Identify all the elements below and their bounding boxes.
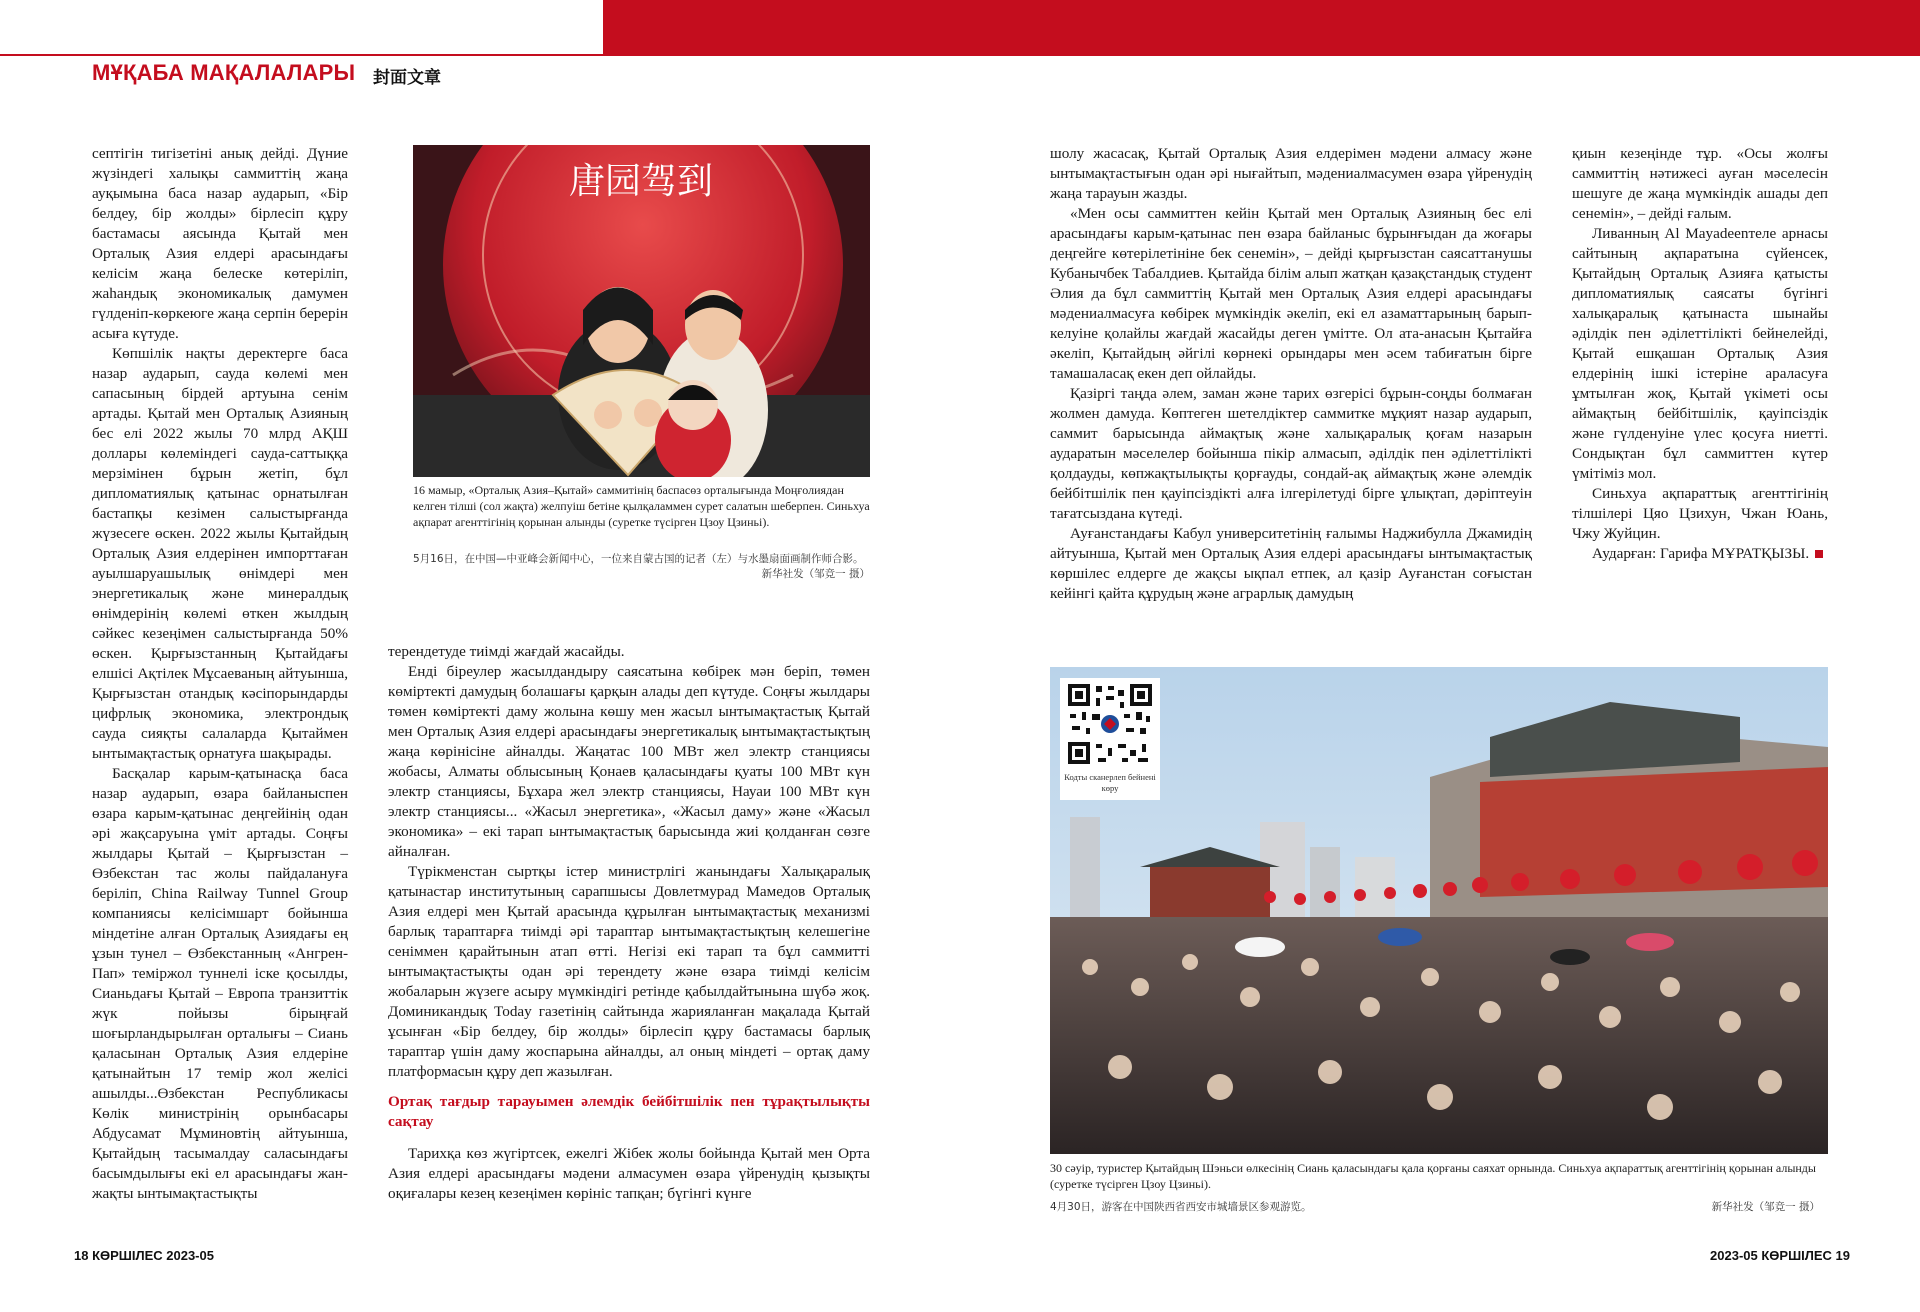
paragraph: Ауғанстандағы Кабул университетінің ғалымы Наджибулла Джамидің айтуынша, Қытай мен Орталық Азия елдері арасындағы ынтымақтастық көршілес елдерге де жақсы ықпал етпек, ал қазір Ауғанстан соғыстан кейінгі қайта құрудың және аграрлық дамудың: [1050, 525, 1532, 602]
paragraph: қиын кезеңінде тұр. «Осы жолғы саммиттің нәтижесі ауған мәселесін шешуге де жаңа мүмкіндік ашады деп сенемін», – дейді ғалым.: [1572, 145, 1828, 222]
qr-code[interactable]: [1060, 678, 1160, 800]
paragraph: септігін тигізетіні анық дейді. Дүние жүзіндегі халықы саммиттің жаңа ауқымына баса назар аударып, «Бір белдеу, бір жолды» бірлесіп құру бастамасы аясында Қытай мен Орталық Азия елдері арасындағы келісім жаңа белеске көтеріліп, жаһандық экономикалық дамумен гүлденіп-көркеюге жаңа серпін берерін асыға күтуде.: [92, 145, 348, 342]
photo-city-wall-art: [1050, 667, 1828, 1154]
section-title: МҰҚАБА МАҚАЛАЛАРЫ: [92, 60, 356, 85]
photo-city-wall: [1050, 667, 1828, 1154]
photo-sign-text: 唐园驾到: [568, 161, 714, 202]
photo-festival-fan: [413, 145, 870, 477]
column-4: [1572, 144, 1828, 584]
paragraph: Тарихқа көз жүгіртсек, ежелгі Жібек жолы бойында Қытай мен Орта Азия елдері арасындағы мәдени алмасумен өзара үйренудің қызықты оқиғалары кезең кезеңімен көрініс тапқан; бүгінгі күнге: [388, 1145, 870, 1202]
page-number-left: 18 КӨРШІЛЕС 2023-05: [74, 1248, 214, 1263]
end-mark: [1815, 550, 1823, 558]
photo-festival-fan-art: [413, 145, 870, 477]
photo1-caption-cn: 5月16日，在中国—中亚峰会新闻中心，一位来自蒙古国的记者（左）与水墨扇面画制作师合影。: [413, 553, 864, 565]
paragraph: Басқалар карым-қатынасқа баса назар аударып, өзара байланыспен өзара карым-қатынас деңгейінің одан әрі жақсаруына үміт артады. Соңғы жылдары Қытай – Қырғызстан – Өзбекстан тас жолы пайдалануға беріліп, China Railway Tunnel Group компаниясы келісімшарт бойынша міндетіне алған Орталық Азиядағы ең ұзын тунел – Өзбекстанның «Ангрен-Пап» теміржол туннелі іске қосылды, Сианьдағы Қытай – Европа транзиттік жүк пойызы бірыңғай шоғырландырылған орталығы – Сиань қаласынан Орталық Азия елдеріне қатынайтын 17 темір жол желісі ашылды...Өзбекстан Республикасы Көлік министрінің орынбасары Абдусамат Мұминовтің айтуынша, Қытайдың тасымалдау саласындағы басымдылығы екі ел арасындағы жан-жақты ынтымақтастықты: [92, 765, 348, 1202]
paragraph: терендетуде тиімді жағдай жасайды.: [388, 643, 625, 660]
paragraph: шолу жасасақ, Қытай Орталық Азия елдерімен мәдени алмасу және ынтымақтастығын одан әрі нығайтып, мәдениалмасумен өзара үйренудің жаңа тарауын жазды.: [1050, 145, 1532, 202]
photo1-credit: 新华社发（邹竞一 摄）: [761, 568, 870, 580]
translator-credit: Аударған: Гарифа МҰРАТҚЫЗЫ.: [1592, 545, 1810, 562]
paragraph: Қазіргі таңда әлем, заман және тарих өзгерісі бұрын-соңды болмаған жолмен дамуда. Көптеген шетелдіктер саммитке мұқият назар аударып, саммит барысында аймақтық және халықаралық қоғам назарын аударатын мәселелер бойынша пікір алмасып, әділдік пен әділеттілікті қолдауды, көпжақтылықты қорғауды, сондай-ақ аймақтық және әлемдік бейбітшілік пен қауіпсіздікті алға ілгерілетуді бірге ұлықтап, дәріптеуін тағатсыздана күтеді.: [1050, 385, 1532, 522]
paragraph: Енді біреулер жасылдандыру саясатына көбірек мән беріп, төмен көміртекті дамудың болашағы қарқын алады деп күтуде. Соңғы жылдары төмен көміртекті даму жолына көшу мен жасыл ынтымақтастық Қытай мен Орталық Азия елдері арасындағы энергетикалық ынтымақтастықтың жаңа көрінісіне айналды. Жаңатас 100 МВт жел электр станциясы жобасы, Алматы облысының Қонаев қаласындағы қуаты 100 МВт күн электр станциясы, Бұхара жел электр станциясы, Науаи 100 МВт күн электр станциясы... «Жасыл энергетика», «Жасыл даму» және «Жасыл экономика» – екі тарап ынтымақтастық барысында жиі қолданған сөзге айналған.: [388, 663, 870, 860]
header-rule: [0, 54, 1920, 56]
qr-label: Кодты сканерлеп бейнені көру: [1064, 772, 1156, 793]
paragraph: Көпшілік нақты деректерге баса назар аударып, сауда көлемі мен сапасының бірдей артуына сенім артады. Қытай мен Орталық Азияның бес елі 2022 жылы 70 млрд АҚШ доллары көлеміндегі сауда-саттыққа мерзімінен бұрын жетіп, бұл дипломатиялық қатынас орнатылған бастапқы кезімен салыстырғанда жүзесеге өскен. 2022 жылы Қытайдың Орталық Азия елдерінен импорттаған ауылшаруашылық өнімдері мен энергетикалық және минералдық өнімдерінің көлемі өткен жылдың сәйкес кезеңімен салыстырғанда 50% өскен. Қырғызстанның Қытайдағы елшісі Ақтілек Мұсаеваның айтуынша, Қырғызстан отандық кәсіпорындарды цифрлық экономика, электрондық сауда сияқты салаларда Қытаймен ынтымақтастық орнатуға шақырады.: [92, 345, 348, 762]
paragraph: «Мен осы саммиттен кейін Қытай мен Орталық Азияның бес елі арасындағы карым-қатынас пен өзара байланыс бұрынғыдан да жоғары деңгейге көтерілетініне бек сенемін», – дейді қырғызстан саясаттанушы Кубанычбек Табалдиев. Қытайда білім алып жатқан қазақстандық студент Әлия да бұл саммиттің Қытай мен Орталық Азия елдері арасындағы мәдениалмасуға көбірек мүмкіндік әкеліп, екі ел азаматтарының барып-келуіне қолайлы жағдай жасайды деген үмітте. Ол ата-анасын Қытайға әкеліп, Қытайдың әйгілі көрнекі орындары мен әсем табиғатын бірге тамашаласақ екен деп ойлайды.: [1050, 205, 1532, 382]
paragraph: Ливанның Al Mayadeenтеле арнасы сайтының ақпаратына сүйенсек, Қытайдың Орталық Азияға қатысты дипломатиялық саясаты бүгінгі халықаралық қатынаста шынайы әділдік пен әділеттілікті бейнелейді, Қытай ешқашан Орталық Азия елдерінің ішкі істеріне араласуға ұмтылған жоқ, Қытай үкіметі осы аймақтың бейбітшілік, қауіпсіздік және гүлденуіне үлес қосуға ниетті. Сондықтан бұл саммиттен күтер үмітіміз мол.: [1572, 225, 1828, 482]
section-title-cn: 封面文章: [373, 68, 441, 88]
page-number-right: 2023-05 КӨРШІЛЕС 19: [1710, 1248, 1850, 1263]
photo2-credit: 新华社发（邹竞一 摄）: [1711, 1201, 1820, 1213]
column-2: [388, 642, 870, 1222]
qr-code-icon: [1060, 678, 1160, 770]
header-red-bar: [603, 0, 1920, 54]
translator-line: [1572, 544, 1828, 564]
column-1: [92, 144, 348, 1214]
photo1-caption: 16 мамыр, «Орталық Азия–Қытай» саммитінің баспасөз орталығында Моңғолиядан келген тілші (сол жақта) желпуіш бетіне қылқаламмен сурет салатын шеберпен. Синьхуа ақпарат агенттігінің қорынан алынды (суретке түсірген Цзоу Цзиньі).: [413, 483, 870, 529]
photo2-caption: 30 сәуір, туристер Қытайдың Шэньси өлкесінің Сиань қаласындағы қала қорғаны саяхат орнында. Синьхуа ақпараттық агенттігінің қорынан алынды (суретке түсірген Цзоу Цзиньі).: [1050, 1161, 1816, 1191]
column-3: [1050, 144, 1532, 604]
subheading: Ортақ тағдыр тарауымен әлемдік бейбітшілік пен тұрақтылықты сақтау: [388, 1093, 870, 1130]
photo2-caption-cn: 4月30日，游客在中国陕西省西安市城墙景区参观游览。: [1050, 1201, 1312, 1213]
paragraph: Синьхуа ақпараттық агенттігінің тілшілері Цяо Цзихун, Чжан Юань, Чжу Жуйцин.: [1572, 485, 1828, 542]
paragraph: Түрікменстан сыртқы істер министрлігі жанындағы Халықаралық қатынастар институтының сарапшысы Довлетмурад Мамедов Орталық Азия елдері мен Қытай арасында құрылған ынтымақтастық механизмі барлық тараптарға тиімді әрі тараптар ынтымақтастықтың келешегіне сеніммен қарайтынын атап өтті. Негізі екі тарап та бұл саммитті ынтымақтастықты одан әрі терендету және өзара тиімді келісім жобаларын жүзеге асыру мүмкіндігі ретінде қабылдайтынына шүбә жоқ. Доминикандық Today газетінің сайтында жарияланған мақалада Қытай ұсынған «Бір белдеу, бір жолды» бірлесіп құру бастамасы барлық тараптар үшін даму жоспарына айналды, ал оның міндеті – ортақ даму платформасын құру деп жазылған.: [388, 863, 870, 1080]
